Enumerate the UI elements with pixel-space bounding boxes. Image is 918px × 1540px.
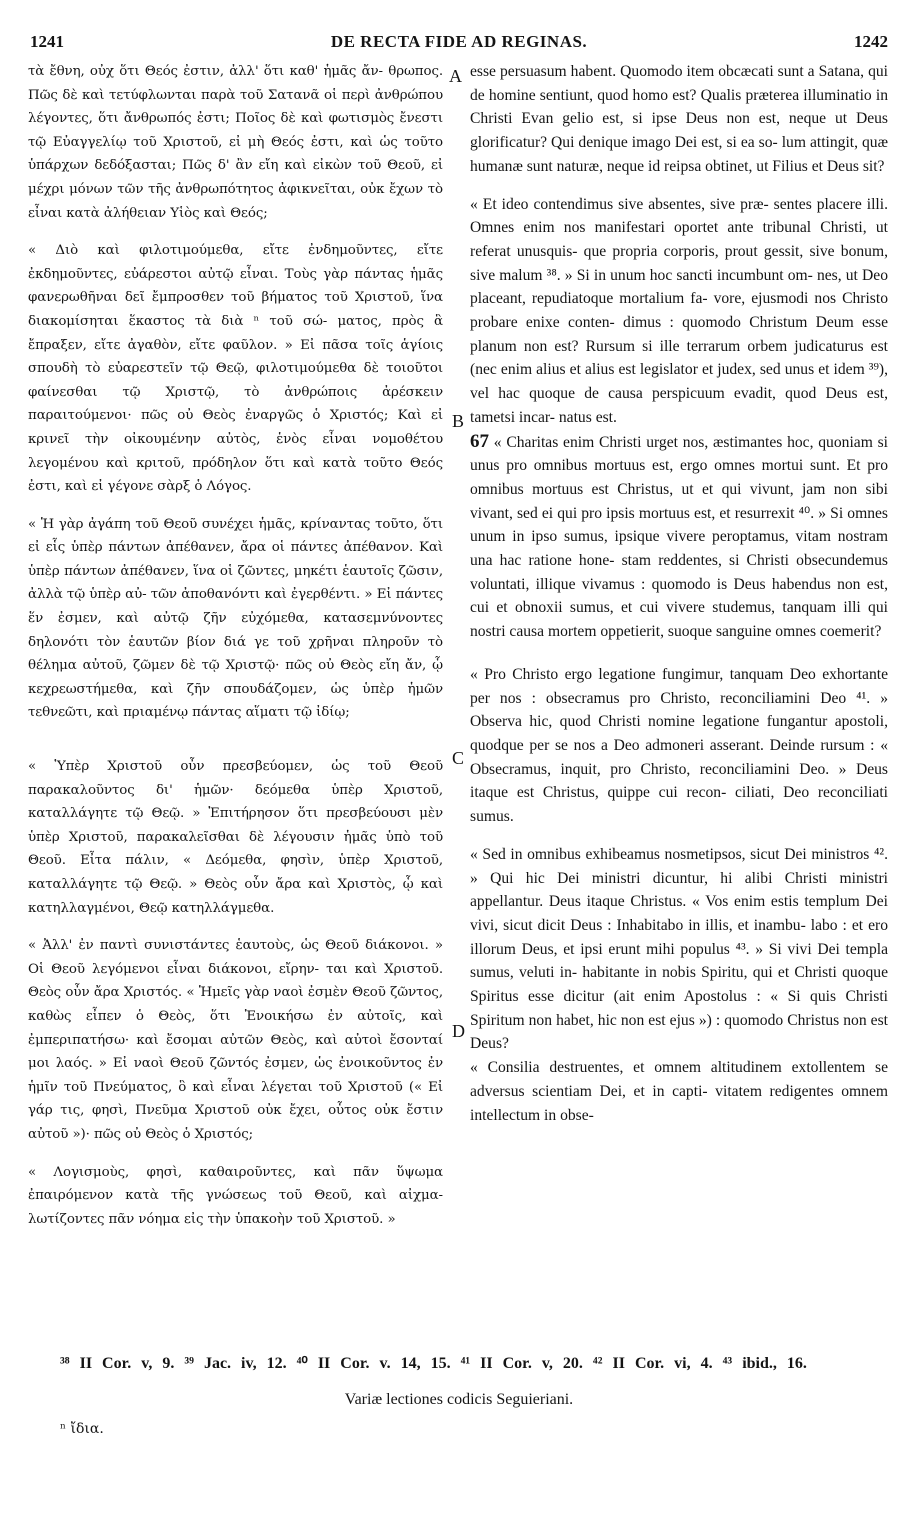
- footnotes: ³⁸ II Cor. v, 9. ³⁹ Jac. iv, 12. ⁴⁰ II Cor. v. 14, 15. ⁴¹ II Cor. v, 20. ⁴² II Cor. vi, 4. ⁴³ ibid., 16.: [60, 1355, 807, 1372]
- margin-marker-a: A: [449, 66, 462, 86]
- latin-paragraph: « Sed in omnibus exhibeamus nosmetipsos, sicut Dei ministros ⁴². » Qui hic Dei ministri dicuntur, hi alibi Christi ministri appellantur. Deus itaque Christus. « Vos enim estis templum Dei vivi, sicut dicit Deus : Inhabitabo in illis, et inambu- labo : et ero illorum Deus, et ipsi erunt mihi populus ⁴³. » Si vivi Dei templa sumus, veluti in- habitante in nobis Spiritu, qui et Christi quoque Spiritus esse dicitur (ait enim Apostolus : « Si quis Christi Spiritum non habet, hic non est ejus ») : quomodo Christus non est Deus?: [470, 845, 888, 1053]
- variae-lectiones-title: Variæ lectiones codicis Seguieriani.: [344, 1391, 574, 1408]
- running-title: DE RECTA FIDE AD REGINAS.: [330, 32, 588, 51]
- greek-paragraph: τὰ ἔθνη, οὐχ ὅτι Θεός ἐστιν, ἀλλ' ὅτι καθ' ἡμᾶς ἄν- θρωπος. Πῶς δὲ καὶ τετύφλωνται παρὰ τοῦ Σατανᾶ οἱ περὶ ἀνθρώπου λέγοντες, ὅτι ἄνθρωπός ἐστι; Ποῖος δὲ καὶ φωτισμὸς ἔνεστι τῷ Εὐαγγελίῳ τοῦ Χριστοῦ, εἰ μὴ Θεός ἐστι, καὶ ὡς τοῦτο ὑπάρχων δεδόξασται; Πῶς δ' ἂν εἴη καὶ εἰκὼν τοῦ Θεοῦ, εἰ μέχρι μόνων τῶν τῆς ἀνθρωπότητος ἀφικνεῖται, οὐκ ἔχων τὸ εἶναι κατὰ ἀλήθειαν Υἱὸς καὶ Θεός;: [28, 64, 443, 221]
- margin-marker-c: C: [452, 748, 465, 768]
- margin-marker-d: D: [452, 1021, 465, 1041]
- greek-paragraph: « Ἡ γὰρ ἀγάπη τοῦ Θεοῦ συνέχει ἡμᾶς, κρίναντας τοῦτο, ὅτι εἰ εἷς ὑπὲρ πάντων ἀπέθανεν, ἄρα οἱ πάντες ἀπέθανον. Καὶ ὑπὲρ πάντων ἀπέθανεν, ἵνα οἱ ζῶντες, μηκέτι ἑαυτοῖς ζῶσιν, ἀλλὰ τῷ ὑπὲρ αὐ- τῶν ἀποθανόντι καὶ ἐγερθέντι. » Εἰ πάντες ἕν ἐσμεν, καὶ αὐτῷ ζῆν εὐχόμεθα, κατασεμνύνοντες δηλονότι τὸν ἑαυτῶν βίον διά γε τοῦ χρῆναι πληροῦν τὸ θέλημα αὐτοῦ, ζῶμεν δὲ τῷ Χριστῷ· πῶς οὐ Θεὸς εἴη ἄν, ᾧ κεχρεωστήμεθα, καὶ ζῆν σπουδάζομεν, ὡς ὑπὲρ ἡμῶν τεθνεῶτι, καὶ πριαμένῳ πάντας αἵματι τῷ ἰδίῳ;: [28, 516, 443, 721]
- greek-column: [28, 60, 443, 1231]
- greek-paragraph: « Λογισμοὺς, φησὶ, καθαιροῦντες, καὶ πᾶν ὕψωμα ἐπαιρόμενον κατὰ τῆς γνώσεως τοῦ Θεοῦ, καὶ αἰχμα- λωτίζοντες πᾶν νόημα εἰς τὴν ὑπακοὴν τοῦ Χριστοῦ. »: [28, 1164, 443, 1227]
- greek-paragraph: « Ὑπὲρ Χριστοῦ οὖν πρεσβεύομεν, ὡς τοῦ Θεοῦ παρακαλοῦντος δι' ἡμῶν· δεόμεθα ὑπὲρ Χριστοῦ, καταλλάγητε τῷ Θεῷ. » Ἐπιτήρησον ὅτι πρεσβεύουσι μὲν ὑπὲρ Χριστοῦ, παρακαλεῖσθαι δὲ λέγουσιν ἡμᾶς ὑπὸ τοῦ Θεοῦ. Εἶτα πάλιν, « Δεόμεθα, φησὶν, ὑπὲρ Χριστοῦ, καταλλάγητε τῷ Θεῷ. » Θεὸς οὖν ἄρα καὶ Χριστὸς, ᾧ καὶ κατηλλαγμένοι, Θεῷ κατηλλάγμεθα.: [28, 759, 443, 916]
- running-header: [30, 32, 888, 56]
- latin-column: [470, 60, 888, 1127]
- greek-paragraph: « Ἀλλ' ἐν παντὶ συνιστάντες ἑαυτοὺς, ὡς Θεοῦ διάκονοι. » Οἱ Θεοῦ λεγόμενοι εἶναι διάκονοι, εἴρην- ται καὶ Χριστοῦ. Θεὸς οὖν ἄρα Χριστός. « Ἡμεῖς γὰρ ναοὶ ἐσμὲν Θεοῦ ζῶντος, καθὼς εἶπεν ὁ Θεὸς, ὅτι Ἐνοικήσω ἐν αὐτοῖς, καὶ ἐμπεριπατήσω· καὶ ἔσομαι αὐτῶν Θεὸς, καὶ αὐτοὶ ἔσονταί μοι λαός. » Εἰ ναοὶ Θεοῦ ζῶντός ἐσμεν, ὡς ἐνοικοῦντος ἐν ἡμῖν τοῦ Πνεύματος, ὃ καὶ εἶναι λέγεται τοῦ Χριστοῦ (« Εἰ γάρ τις, φησὶ, Πνεῦμα Χριστοῦ οὐκ ἔχει, οὗτος οὐκ ἔστιν αὐτοῦ »)· πῶς οὐ Θεὸς ὁ Χριστός;: [28, 938, 443, 1142]
- page-number-right: 1242: [854, 32, 888, 51]
- latin-paragraph: esse persuasum habent. Quomodo item obcæcati sunt a Satana, qui de homine sentiunt, quod homo est? Qualis præterea illuminatio in Christi Evan gelio est, si ipse Deus non est, neque ut Deus glorificatur? Qui denique imago Dei est, si ea so- lum attingit, quæ humanæ sunt naturæ, neque id reipsa obtinet, ut Filius et Deus sit?: [470, 63, 888, 175]
- latin-paragraph: « Pro Christo ergo legatione fungimur, tanquam Deo exhortante per nos : obsecramus pro Christo, reconciliamini Deo ⁴¹. » Observa hic, quod Christi nomine legatione fungantur apostoli, quodque per se nos a Deo admoneri asserant. Deinde rursum : « Obsecramus, inquit, pro Christo, reconciliamini Deo. » Deus itaque est Christus, quippe cui recon- ciliati, Deo reconciliati sumus.: [470, 665, 888, 826]
- latin-paragraph-text: « Charitas enim Christi urget nos, æstimantes hoc, quoniam si unus pro omnibus mortuus est, ergo omnes mortui sunt. Et pro omnibus mortuus est Christus, ut et qui vivunt, jam non sibi vivant, sed ei qui pro ipsis mortuus est, et resurrexit ⁴⁰. » Si omnes unum in ipso sumus, ipsique vivere peroptamus, vitam nostram una hac ratione hone- stam reddentes, si Christi obsecundemus voluntati, illique vivamus : quomodo is Deus habendus non est, cui et obnoxii sumus, et cui vivere studemus, tanquam illi qui nostri causa mortem oppetierit, suoque sanguine omnes coemerit?: [470, 433, 888, 641]
- latin-paragraph: « Consilia destruentes, et omnem altitudinem extollentem se adversus scientiam Dei, et in capti- vitatem redigentes omnem intellectum in obse-: [470, 1059, 888, 1124]
- variant-reading: ⁿ ἴδια.: [60, 1421, 104, 1437]
- paragraph-number: 67: [470, 430, 489, 452]
- page-number-left: 1241: [30, 32, 64, 51]
- greek-paragraph: « Διὸ καὶ φιλοτιμούμεθα, εἴτε ἐνδημοῦντες, εἴτε ἐκδημοῦντες, εὐάρεστοι αὐτῷ εἶναι. Τοὺς γὰρ πάντας ἡμᾶς φανερωθῆναι δεῖ ἔμπροσθεν τοῦ βήματος τοῦ Χριστοῦ, ἵνα διακομίσηται ἕκαστος τὰ διὰ ⁿ τοῦ σώ- ματος, πρὸς ἃ ἔπραξεν, εἴτε ἀγαθὸν, εἴτε φαῦλον. » Εἰ πᾶσα τοῖς ἁγίοις σπουδὴ τὸ εὐαρεστεῖν τῷ Θεῷ, φιλοτιμούμεθα δὲ τοιοῦτοι φαίνεσθαι τῷ Χριστῷ, τὸ ἀνθρώποις ἀρέσκειν παραιτούμενοι· πῶς οὐ Θεὸς ἐναργῶς ὁ Χριστός; Καὶ εἰ κρινεῖ τὴν οἰκουμένην αὐτὸς, ἑνὸς εἶναι νομοθέτου λεγομένου καὶ κριτοῦ, πρόδηλον ὅτι καὶ κατὰ τοῦτο Θεός ἐστι, καὶ εἰ γέγονε σὰρξ ὁ Λόγος.: [28, 243, 443, 495]
- latin-paragraph-67: [470, 430, 888, 644]
- latin-paragraph: « Et ideo contendimus sive absentes, sive præ- sentes placere illi. Omnes enim nos manifestari oportet ante tribunal Christi, ut referat unusquis- que propria corporis, prout gessit, sive bonum, sive malum ³⁸. » Si in unum hoc sancti incumbunt om- nes, ut Deo placeant, repudiatoque mortalium fa- vore, ejusmodi nos Christo probare enixe conten- dimus : quomodo Christum Deum esse planum non est? Rursum si ille terrarum orbem judicaturus est (nec enim alius et alius est legislator et judex, sed unus et idem ³⁹), vel hac quoque de causa perspicuum evadit, quod Deus est, tametsi incar- natus est.: [470, 195, 888, 426]
- margin-marker-b: B: [452, 411, 465, 431]
